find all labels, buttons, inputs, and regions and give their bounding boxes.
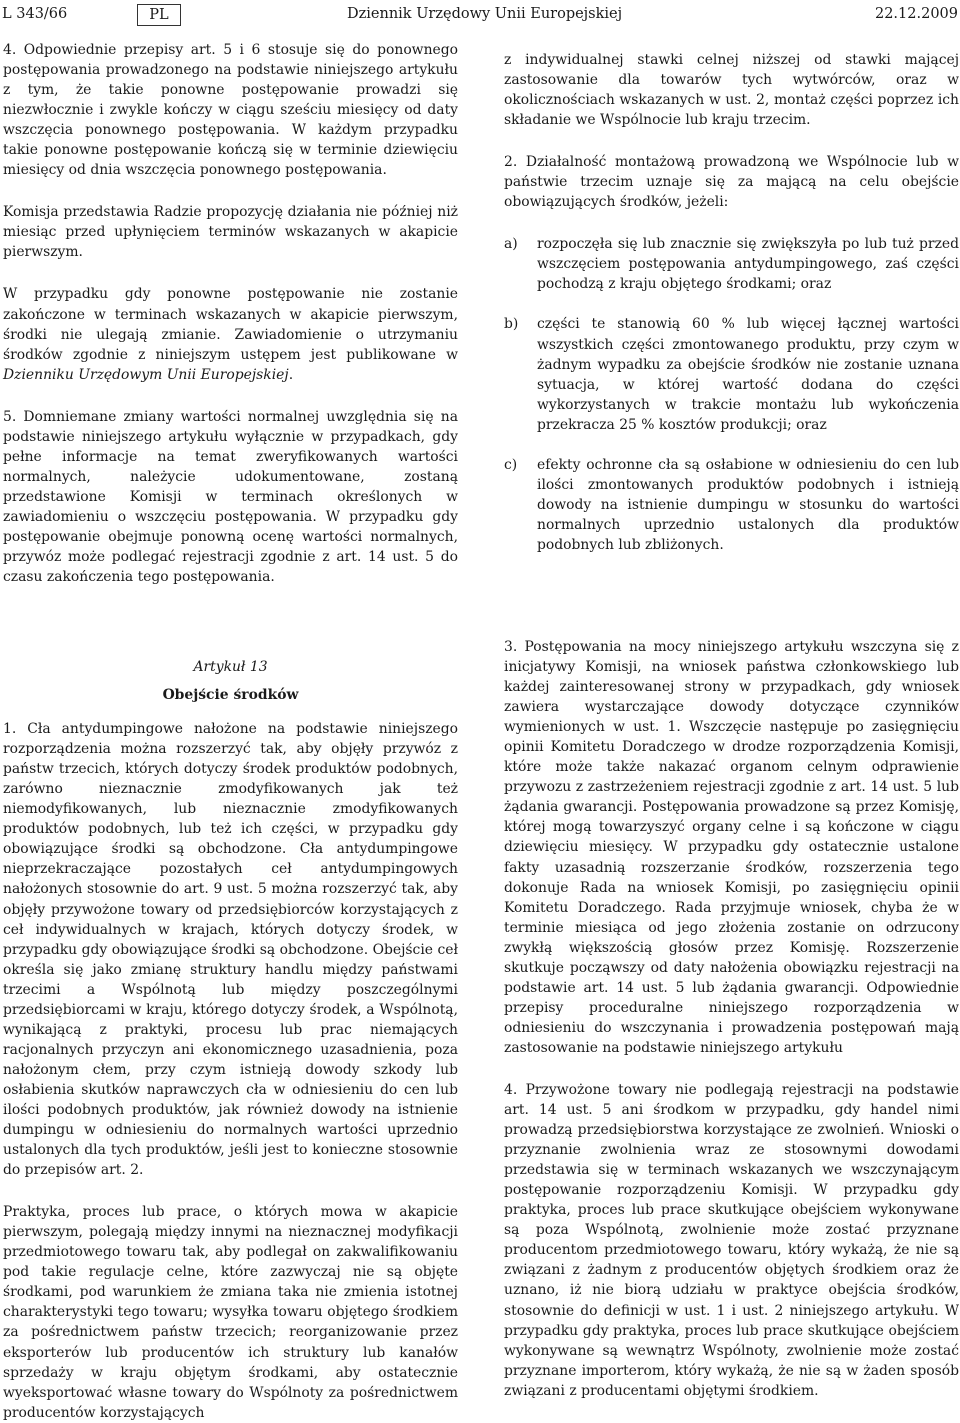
list-item-text: rozpoczęła się lub znacznie się zwiększyła po lub tuż przed wszczęciem postępowania antydumpingowego, zaś części pochodzą z kraju objętego środkami; oraz bbox=[537, 236, 959, 293]
list-item bbox=[504, 455, 959, 555]
right-column-top bbox=[504, 50, 959, 575]
paragraph-5: 5. Domniemane zmiany wartości normalnej uwzględnia się na podstawie niniejszego artykułu wyłącznie w przypadkach, gdy pełne informacje na temat zweryfikowanych wartości normalnych, należycie udokumentowane, zostaną przedstawione Komisji w terminach określonych w zawiadomieniu o wszczęciu postępowania. W przypadku gdy postępowanie obejmuje ponowną ocenę wartości normalnych, przywóz może podlegać rejestracji zgodnie z art. 14 ust. 5 do czasu zakończenia tego postępowania. bbox=[3, 408, 458, 586]
list-item bbox=[504, 234, 959, 294]
paragraph-practice: Praktyka, proces lub prace, o których mowa w akapicie pierwszym, polegają między innymi na nieznacznej modyfikacji przedmiotowego towaru tak, aby podlegał on zakwalifikowaniu pod takie regulacje celne, które zazwyczaj nie są objęte środkami, pod warunkiem że zmiana taka nie zmienia istotnej charakterystyki tego towaru; wysyłka towaru objętego środkiem za pośrednictwem państw trzecich; reorganizowanie przez eksporterów lub producentów ich struktury lub kanałów sprzedaży w kraju objętym środkami, aby ostatecznie wyeksportować własne towary do Wspólnoty za pośrednictwem producentów korzystających bbox=[3, 1204, 458, 1421]
paragraph-continuation: z indywidualnej stawki celnej niższej od stawki mającej zastosowanie dla towarów tych wytwórców, oraz w okolicznościach wskazanych w ust. 2, montaż części poprzez ich składanie we Wspólnocie lub kraju trzecim. bbox=[504, 52, 959, 129]
left-column-bottom bbox=[3, 657, 458, 1423]
paragraph-1: 1. Cła antydumpingowe nałożone na podstawie niniejszego rozporządzenia można rozszerzyć tak, aby objęły przywóz z państw trzecich, których dotyczy środek produktów podobnych, zarówno nieznacznie zmodyfikowanych jak też niemodyfikowanych, lub nieznacznie zmodyfikowanych produktów podobnych, lub też ich części, w przypadku gdy obowiązujące środki są obchodzone. Cła antydumpingowe nieprzekraczające pozostałych ceł antydumpingowych nałożonych stosownie do art. 9 ust. 5 można rozszerzyć tak, aby objęły przywożone towary od przedsiębiorców korzystających z ceł indywidualnych w krajach, których dotyczy środek, w przypadku gdy obowiązujące środki są obchodzone. Obejście ceł określa się jako zmianę struktury handlu między państwami trzecimi a Wspólnotą lub między poszczególnymi przedsiębiorcami w kraju, którego dotyczy środek, a Wspólnotą, wynikającą z praktyki, procesu lub prac niemających racjonalnych przyczyn ani ekonomicznego uzasadnienia, poza nałożonym cłem, przy czym istnieją dowody szkody lub osłabienia skutków naprawczych cła w odniesieniu do cen lub ilości podobnych produktów, jak również dowody na istnienie dumpingu w odniesieniu do normalnych wartości uprzednio ustalonych dla tych produktów, jeśli jest to konieczne stosownie do przepisów art. 2. bbox=[3, 721, 458, 1179]
publication-date: 22.12.2009 bbox=[874, 6, 958, 22]
right-column-bottom bbox=[504, 637, 959, 1401]
journal-title: Dziennik Urzędowy Unii Europejskiej bbox=[347, 6, 623, 22]
paragraph-commission-proposal: Komisja przedstawia Radzie propozycję działania nie później niż miesiąc przed upłynięciem terminów wskazanych w akapicie pierwszym. bbox=[3, 204, 458, 261]
list-item-label: a) bbox=[504, 236, 518, 253]
left-column-top bbox=[3, 40, 458, 587]
paragraph-4-exemptions: 4. Przywożone towary nie podlegają rejestracji na podstawie art. 14 ust. 5 ani środkom w przypadku, gdy handel nimi prowadzą przedsiębiorstwa korzystające ze zwolnień. Wnioski o przyznanie zwolnienia wraz ze stosownymi dowodami przedstawia się w terminach wskazanych we wszczynającym postępowanie rozporządzeniu Komisji. W przypadku gdy praktyka, proces lub prace skutkujące obejściem wykonywane są poza Wspólnotą, zwolnienie może zostać przyznane producentom przedmiotowego towaru, który wykażą, że nie są związani z żadnym z producentów objętych środkiem oraz że uznano, iż nie biorą udziału w praktyce obejścia środków, stosownie do definicji w ust. 1 i ust. 2 niniejszego artykułu. W przypadku gdy praktyka, proces lub prace skutkujące obejściem wykonywane są wewnątrz Wspólnoty, zwolnienie może zostać przyznane importerom, który wykażą, że nie są w żaden sposób związani z producentami objętymi środkiem. bbox=[504, 1081, 959, 1399]
page-header bbox=[2, 6, 958, 32]
article-title: Obejście środków bbox=[162, 687, 299, 704]
paragraph-3: 3. Postępowania na mocy niniejszego artykułu wszczyna się z inicjatywy Komisji, na wniosek państwa członkowskiego lub każdej zainteresowanej strony w przypadkach, gdy wniosek zawiera wystarczające dowody dotyczące czynników wymienionych w ust. 1. Wszczęcie następuje po zasięgnięciu opinii Komitetu Doradczego w drodze rozporządzenia Komisji, które może także nakazać organom celnym odprawienie przywozu z zastrzeżeniem rejestracji zgodnie z art. 14 ust. 5 lub żądania gwarancji. Postępowania prowadzone są przez Komisję, której mogą towarzyszyć organy celne i są kończone w ciągu dziewięciu miesięcy. W przypadku gdy ostatecznie ustalone fakty uzasadnią rozszerzanie środków, rozszerzenia tego dokonuje Rada na wniosek Komisji, po zasięgnięciu opinii Komitetu Doradczego. Rada przyjmuje wniosek, chyba że w terminie miesiąca od jego złożenia zostanie on odrzucony zwykłą większością głosów przez Komisję. Rozszerzenie skutkuje począwszy od daty nałożenia obowiązku rejestracji na podstawie art. 14 ust. 5 lub żądania gwarancji. Odpowiednie przepisy proceduralne niniejszego rozporządzenia w odniesieniu do wszczynania i prowadzenia postępowań mają zastosowanie na podstawie niniejszego artykułu bbox=[504, 639, 959, 1056]
journal-name: Dzienniku Urzędowym Unii Europejskiej bbox=[3, 366, 289, 383]
paragraph-2: 2. Działalność montażową prowadzoną we Wspólnocie lub w państwie trzecim uznaje się za mającą na celu obejście obowiązujących środków, jeżeli: bbox=[504, 154, 959, 211]
list-item-text: części te stanowią 60 % lub więcej łącznej wartości wszystkich części zmontowanego produktu, przy czym w żadnym wypadku za obejście środków nie zostanie uznana sytuacja, w której wartość dodana do części wykorzystanych w trakcie montażu lub wykończenia przekracza 25 % kosztów produkcji; oraz bbox=[537, 316, 959, 433]
language-badge: PL bbox=[137, 4, 181, 26]
list-item-label: c) bbox=[504, 456, 518, 473]
list-item-label: b) bbox=[504, 316, 519, 333]
list-item-text: efekty ochronne cła są osłabione w odniesieniu do cen lub ilości zmontowanych produktów podobnych i istnieją dowody na istnienie dumpingu w stosunku do wartości normalnych uprzednio ustalonych dla produktów podobnych lub zbliżonych. bbox=[537, 456, 959, 553]
paragraph-measures-unchanged: W przypadku gdy ponowne postępowanie nie zostanie zakończone w terminach wskazanych w akapicie pierwszym, środki nie ulegają zmianie. Zawiadomienie o utrzymaniu środków zgodnie z niniejszym ustępem jest publikowane w Dzienniku Urzędowym Unii Europejskiej. bbox=[3, 286, 458, 383]
list-item bbox=[504, 314, 959, 434]
article-number: Artykuł 13 bbox=[193, 659, 268, 675]
page-number: L 343/66 bbox=[2, 6, 68, 22]
paragraph-4: 4. Odpowiednie przepisy art. 5 i 6 stosuje się do ponownego postępowania prowadzonego na podstawie niniejszego artykułu z tym, że takie ponowne postępowanie prowadzi się niezwłocznie i zwykle kończy w ciągu sześciu miesięcy od daty wszczęcia ponownego postępowania. W każdym przypadku takie ponowne postępowanie kończą się w terminie dziewięciu miesięcy od dnia wszczęcia ponownego postępowania. bbox=[3, 42, 458, 179]
